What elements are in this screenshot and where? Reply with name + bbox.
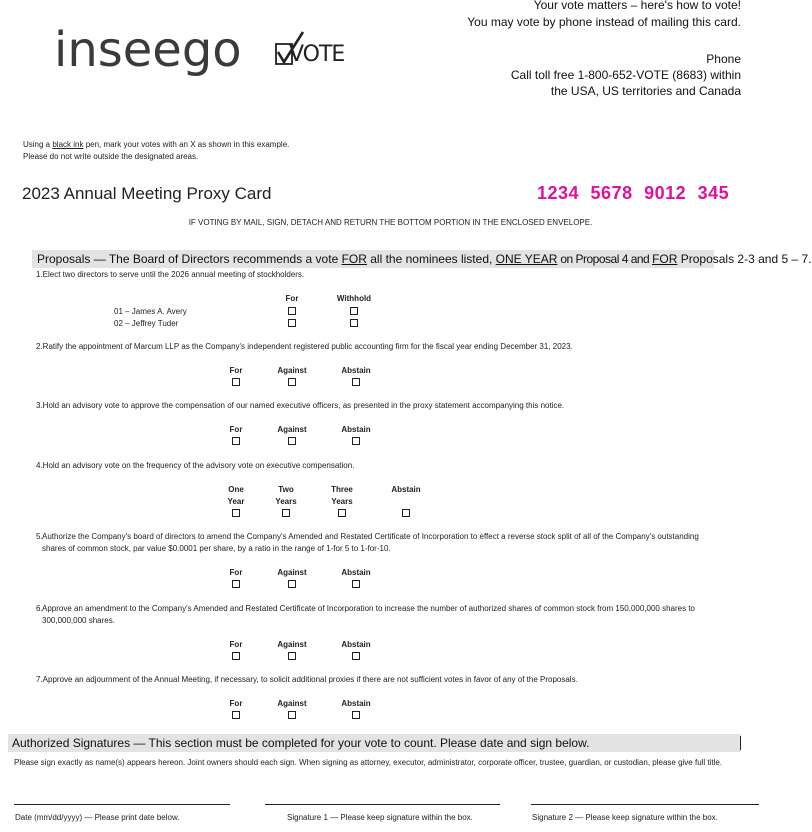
proposal-5-text-line-2: shares of common stock, par value $0.0001 per share, by a ratio in the range of 1-for 5 to 1-for-10.: [42, 544, 391, 553]
p3-against-header: Against: [277, 425, 307, 434]
p3-for-header: For: [229, 425, 243, 434]
signature-1-field-line[interactable]: [265, 804, 500, 805]
p5-for-header: For: [229, 568, 243, 577]
p4-two-years-header: Years: [275, 497, 297, 506]
signature-2-label: Signature 2 — Please keep signature within the box.: [532, 813, 718, 822]
p4-one-year-header: Year: [227, 497, 245, 506]
toll-free-line-1: Call toll free 1-800-652-VOTE (8683) within: [510, 68, 741, 82]
p2-for-checkbox[interactable]: [232, 378, 240, 386]
p4-three-years-header: Years: [331, 497, 353, 506]
vote-matters-text: Your vote matters – here's how to vote!: [533, 0, 741, 12]
p5-against-checkbox[interactable]: [288, 580, 296, 588]
p4-two-years-checkbox[interactable]: [282, 509, 290, 517]
p6-against-header: Against: [277, 640, 307, 649]
p4-one-year-checkbox[interactable]: [232, 509, 240, 517]
p4-abstain-header: Abstain: [391, 485, 421, 494]
ink-note-line-2: Please do not write outside the designated areas.: [23, 152, 199, 161]
p6-for-header: For: [229, 640, 243, 649]
ink-note-pre: Using a: [23, 140, 53, 149]
phone-label: Phone: [706, 52, 741, 66]
band-text-1: Proposals — The Board of Directors recommends a vote: [37, 252, 342, 266]
proposal-7-text: 7.Approve an adjournment of the Annual Meeting, if necessary, to solicit additional proxies if there are not sufficient votes in favor of any of the Proposals.: [36, 675, 578, 684]
card-title: 2023 Annual Meeting Proxy Card: [22, 184, 272, 203]
nominee-2-withhold-checkbox[interactable]: [350, 319, 358, 327]
p3-against-checkbox[interactable]: [288, 437, 296, 445]
proposal-3-text: 3.Hold an advisory vote to approve the compensation of our named executive officers, as presented in the proxy statement accompanying this notice.: [36, 401, 565, 410]
p6-for-checkbox[interactable]: [232, 652, 240, 660]
p4-three-years-checkbox[interactable]: [338, 509, 346, 517]
p7-against-checkbox[interactable]: [288, 711, 296, 719]
proposal-1-text: 1.Elect two directors to serve until the 2026 annual meeting of stockholders.: [36, 270, 305, 279]
p7-abstain-header: Abstain: [341, 699, 371, 708]
proposal-6-text-line-2: 300,000,000 shares.: [42, 616, 115, 625]
band-one-year: ONE YEAR: [495, 252, 558, 266]
vote-logo: [273, 30, 343, 70]
p6-abstain-header: Abstain: [341, 640, 371, 649]
p5-abstain-header: Abstain: [341, 568, 371, 577]
nominee-1-withhold-checkbox[interactable]: [350, 307, 358, 315]
vote-logo-text: VOTE: [289, 42, 345, 67]
signature-instruction: Please sign exactly as name(s) appears hereon. Joint owners should each sign. When signing as attorney, executor, administrator, corporate officer, trustee, guardian, or custodian, please give full title.: [14, 758, 723, 767]
phone-instead-text: You may vote by phone instead of mailing this card.: [467, 15, 741, 29]
date-field-line[interactable]: [14, 804, 230, 805]
band-for-1: FOR: [341, 252, 367, 266]
proposal-5-number: 5.: [36, 532, 43, 541]
date-field-label: Date (mm/dd/yyyy) — Please print date below.: [15, 813, 180, 822]
signature-1-label: Signature 1 — Please keep signature within the box.: [287, 813, 473, 822]
p4-one-header: One: [228, 485, 244, 494]
proposal-2-text: 2.Ratify the appointment of Marcum LLP as the Company's independent registered public accounting firm for the fiscal year ending December 31, 2023.: [36, 342, 573, 351]
authorized-signatures-band: Authorized Signatures — This section must be completed for your vote to count. Please date and sign below.: [8, 734, 741, 752]
p5-against-header: Against: [277, 568, 307, 577]
band-text-4: Proposals 2-3 and 5 – 7.: [677, 252, 812, 266]
p4-two-header: Two: [278, 485, 294, 494]
band-text-2: all the nominees listed,: [366, 252, 496, 266]
logo-text: inseego: [54, 22, 242, 78]
toll-free-line-2: the USA, US territories and Canada: [550, 84, 741, 98]
nominee-2-for-checkbox[interactable]: [288, 319, 296, 327]
band-for-2: FOR: [652, 252, 678, 266]
nominee-1-for-checkbox[interactable]: [288, 307, 296, 315]
inseego-logo: [54, 22, 242, 78]
p7-against-header: Against: [277, 699, 307, 708]
p4-abstain-checkbox[interactable]: [402, 509, 410, 517]
p3-abstain-checkbox[interactable]: [352, 437, 360, 445]
mail-instruction: IF VOTING BY MAIL, SIGN, DETACH AND RETURN THE BOTTOM PORTION IN THE ENCLOSED ENVELOPE.: [188, 218, 593, 227]
p7-for-header: For: [229, 699, 243, 708]
p2-against-header: Against: [277, 366, 307, 375]
proposal-6-number: 6.: [36, 604, 43, 613]
proposal-4-text: 4.Hold an advisory vote on the frequency of the advisory vote on executive compensation.: [36, 461, 355, 470]
proposal-6-text-line-1: Approve an amendment to the Company's Amended and Restated Certificate of Incorporation to increase the number of authorized shares of common stock from 150,000,000 shares to: [42, 604, 696, 613]
p2-against-checkbox[interactable]: [288, 378, 296, 386]
p1-for-header: For: [285, 294, 299, 303]
band-divider: [740, 736, 741, 750]
p2-abstain-checkbox[interactable]: [352, 378, 360, 386]
p7-for-checkbox[interactable]: [232, 711, 240, 719]
p1-withhold-header: Withhold: [336, 294, 372, 303]
proposal-5-text-line-1: Authorize the Company's board of directors to amend the Company's Amended and Restated Certificate of Incorporation to effect a reverse stock split of all of the Company's outstanding: [42, 532, 699, 541]
p4-three-header: Three: [331, 485, 353, 494]
p6-abstain-checkbox[interactable]: [352, 652, 360, 660]
p2-abstain-header: Abstain: [341, 366, 371, 375]
band-text-3: on Proposal 4 and: [557, 252, 653, 266]
control-number: 1234 5678 9012 345: [537, 183, 730, 203]
p3-abstain-header: Abstain: [341, 425, 371, 434]
ink-note-post: pen, mark your votes with an X as shown in this example.: [83, 140, 290, 149]
p2-for-header: For: [229, 366, 243, 375]
p5-for-checkbox[interactable]: [232, 580, 240, 588]
signature-2-field-line[interactable]: [531, 804, 759, 805]
ink-note-black-ink: black ink: [52, 140, 84, 149]
p6-against-checkbox[interactable]: [288, 652, 296, 660]
nominee-1-name: 01 – James A. Avery: [114, 307, 187, 316]
p3-for-checkbox[interactable]: [232, 437, 240, 445]
p7-abstain-checkbox[interactable]: [352, 711, 360, 719]
p5-abstain-checkbox[interactable]: [352, 580, 360, 588]
ink-note-line-1: [23, 140, 289, 149]
nominee-2-name: 02 – Jeffrey Tuder: [114, 319, 179, 328]
proposals-band: [32, 250, 812, 268]
